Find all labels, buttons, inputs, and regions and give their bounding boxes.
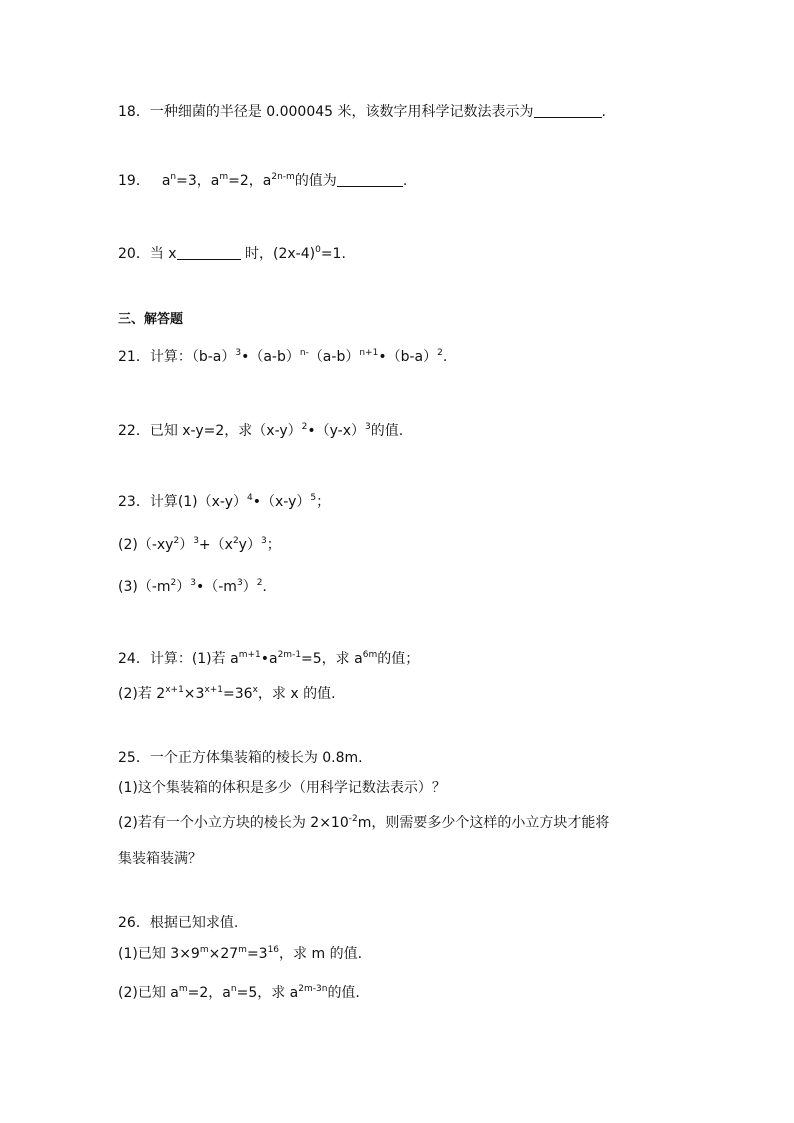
question-23-part-1: 23．计算$(1)(x-y)^4•(x-y)^5$； — [118, 493, 331, 510]
question-23-part-3: $(3)(-m^2)^3•(-m^3)^2$. — [118, 578, 267, 595]
question-number: 19． — [118, 173, 150, 189]
question-25-part-2: (2)若有一个小立方块的棱长为 $2\times 10^{-2}m$，则需要多少个这样的小立方块才能将 — [118, 814, 610, 831]
question-24-part-2: (2)若 $2^{x+1}\times 3^{x+1}=36^x$，求 x 的值. — [118, 685, 336, 702]
section-heading: 三、解答题 — [118, 312, 184, 327]
question-25-part-1: (1)这个集装箱的体积是多少（用科学记数法表示）？ — [118, 780, 446, 796]
question-25-stem: 25．一个正方体集装箱的棱长为 0.8m. — [118, 750, 363, 766]
question-26-part-2: (2)已知 $a^m=2$，$a^n=5$，求 $a^{2m-3n}$的值. — [118, 984, 360, 1001]
question-19: 19． $a^n=3$，$a^m=2$，$a^{2n-m}$的值为 . — [118, 172, 408, 189]
answer-blank — [177, 245, 241, 260]
question-23-part-2: $(2)(-xy^2)^3+(x^2y)^3$； — [118, 536, 281, 553]
answer-blank — [534, 103, 602, 118]
question-26-stem: 26．根据已知求值. — [118, 915, 239, 931]
question-18: 18．一种细菌的半径是 0.000045 米，该数字用科学记数法表示为 . — [118, 104, 606, 120]
question-22: 22．已知 x-y=2，求$(x-y)^2•(y-x)^3$的值. — [118, 422, 404, 439]
question-26-part-1: (1)已知 $3\times 9^m\times 27^m=3^{16}$，求 m 的值. — [118, 945, 363, 962]
question-18-text: 18．一种细菌的半径是 0.000045 米，该数字用科学记数法表示为 — [118, 104, 534, 120]
question-21: 21．计算：$(b-a)^3•(a-b)^{n-}(a-b)^{n+1}•(b-a)^2$. — [118, 348, 448, 365]
question-24-part-1: 24．计算：(1)若 $a^{m+1}•a^{2m-1}=5$，求 $a^{6m}$的值； — [118, 650, 420, 667]
question-25-part-2-continued: 集装箱装满？ — [118, 851, 202, 867]
answer-blank — [337, 172, 403, 187]
question-20: 20．当 x 时，$(2x-4)^0=1$. — [118, 245, 346, 262]
